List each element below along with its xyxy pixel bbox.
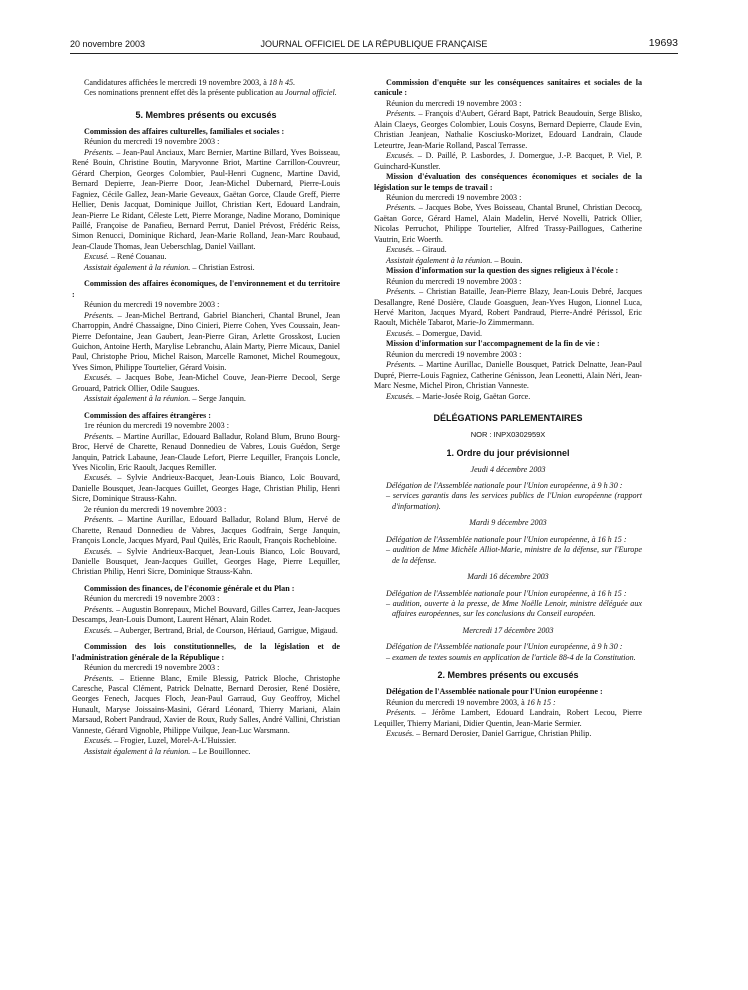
members-heading: 2. Membres présents ou excusés [437, 670, 579, 681]
delegation-title-union-europeenne: Délégation de l'Assemblée nationale pour l'Union européenne : [386, 687, 603, 697]
right-column [374, 78, 642, 740]
agenda-text: Délégation de l'Assemblée nationale pour l'Union européenne, à 9 h 30 : [386, 642, 623, 652]
agenda-date: Mardi 16 décembre 2003 [467, 572, 549, 582]
left-column [72, 78, 340, 757]
agenda-item: – examen de textes soumis en application de l'article 88-4 de la Constitution. [386, 652, 636, 662]
meeting-line: Réunion du mercredi 19 novembre 2003 : [386, 276, 522, 286]
mission-title-fin-de-vie: Mission d'information sur l'accompagnement de la fin de vie : [386, 339, 600, 349]
intro-nominations: Ces nominations prennent effet dès la présente publication au Journal officiel. [84, 88, 337, 98]
header-journal-title: JOURNAL OFFICIEL DE LA RÉPUBLIQUE FRANÇAISE [260, 39, 488, 49]
commission-title-etrangeres: Commission des affaires étrangères : [84, 410, 211, 420]
excused-list: Excusés. – Bernard Derosier, Daniel Garrigue, Christian Philip. [386, 729, 592, 739]
mission-title-signes-religieux: Mission d'information sur la question des signes religieux à l'école : [386, 266, 619, 276]
attended-list: Assistait également à la réunion. – Le Bouillonnec. [84, 746, 251, 756]
meeting-line: 1re réunion du mercredi 19 novembre 2003 : [84, 421, 229, 431]
excused-list: Excusés. – Auberger, Bertrand, Brial, de Courson, Hériaud, Garrigue, Migaud. [84, 625, 338, 635]
meeting-line: Réunion du mercredi 19 novembre 2003 : [84, 137, 220, 147]
commission-title-finances: Commission des finances, de l'économie générale et du Plan : [84, 583, 295, 593]
nor-reference: NOR : INPX0302959X [470, 430, 546, 440]
mission-title-temps-de-travail: Mission d'évaluation des conséquences économiques et sociales de la législation sur le temps de travail : [374, 172, 642, 192]
running-header [70, 33, 678, 47]
header-page-number: 19693 [648, 37, 678, 49]
agenda-item: – audition, ouverte à la presse, de Mme Noëlle Lenoir, ministre déléguée aux affaires européennes, sur les conclusions du Conseil européen. [386, 599, 642, 619]
ordre-du-jour-heading: 1. Ordre du jour prévisionnel [446, 447, 570, 458]
excused-list: Excusés. – Domergue, David. [386, 328, 483, 338]
intro-candidatures: Candidatures affichées le mercredi 19 novembre 2003, à 18 h 45. [84, 78, 296, 87]
meeting-line: Réunion du mercredi 19 novembre 2003 : [386, 98, 522, 108]
present-list: Présents. – Etienne Blanc, Emile Blessig, Patrick Bloche, Christophe Caresche, Pascal Clément, Patrick Delnatte, Bernard Derosier, René Dosière, Georges Fenech, Jacques Floch, Jean-Paul Garraud, Guy Geoffroy, Michel Hunault, Maryse Joissains-Masini, Gérard Léonard, Thierry Mariani, Alain Marsaud, Robert Pandraud, Xavier de Roux, Rudy Salles, André Vallini, Christian Vanneste, Gérard Vignoble, Philippe Vuilque, Jean-Luc Warsmann. [72, 673, 340, 735]
meeting-line: Réunion du mercredi 19 novembre 2003 : [84, 663, 220, 673]
meeting-line: Réunion du mercredi 19 novembre 2003 : [84, 300, 220, 310]
present-list: Présents. – Martine Aurillac, Edouard Balladur, Roland Blum, Bruno Bourg-Broc, Hervé de Charette, Renaud Donnedieu de Vabres, Louis Guédon, Serge Janquin, Patrick Labaune, Jean-Claude Lefort, Pierre Lequiller, François Loncle, Yves Nicolin, Eric Raoult, Jacques Remiller. [72, 431, 340, 472]
section-heading-5: 5. Membres présents ou excusés [135, 109, 277, 120]
excused-list: Excusés. – D. Paillé, P. Lasbordes, J. Domergue, J.-P. Bacquet, P. Viel, P. Guinchard-Kunstler. [374, 151, 642, 171]
header-date: 20 novembre 2003 [70, 39, 146, 49]
meeting-line: Réunion du mercredi 19 novembre 2003, à 16 h 15 : [386, 697, 556, 707]
excused-list: Excusés. – Sylvie Andrieux-Bacquet, Jean-Louis Bianco, Loïc Bouvard, Danielle Bousquet, Jean-Jacques Guillet, Georges Hage, Christian Philip, Henri Sicre, Dominique Strauss-Kahn. [72, 473, 340, 504]
meeting-line: 2e réunion du mercredi 19 novembre 2003 : [84, 504, 227, 514]
present-list: Présents. – Martine Aurillac, Danielle Bousquet, Patrick Delnatte, Jean-Paul Dupré, Pierre-Louis Fagniez, Catherine Génisson, Jean Leonetti, Alain Néri, Jean-Marc Nesme, Michel Piron, Christian Vanneste. [374, 360, 642, 391]
attended-list: Assistait également à la réunion. – Serge Janquin. [84, 394, 246, 404]
excused-list: Excusés. – Frogier, Luzel, Morel-A-L'Huissier. [84, 736, 237, 746]
present-list: Présents. – Jacques Bobe, Yves Boisseau, Chantal Brunel, Christian Decocq, Gaëtan Gorce, Gérard Hamel, Alain Madelin, Hervé Novelli, Patrick Ollier, Nicolas Perruchot, Philippe Tourtelier, Alfred Trassy-Paillogues, Catherine Vautrin, Eric Woerth. [374, 203, 642, 244]
present-list: Présents. – François d'Aubert, Gérard Bapt, Patrick Beaudouin, Serge Blisko, Alain Claeys, Georges Colombier, Louis Cosyns, Bernard Depierre, Claude Evin, Christian Jeanjean, Nathalie Kosciusko-Morizet, Edouard Landrain, Claude Leteurtre, Jean-Marie Rolland, Pascal Terrasse. [374, 109, 642, 150]
agenda-item: – audition de Mme Michèle Alliot-Marie, ministre de la défense, sur l'Europe de la défense. [386, 545, 642, 565]
present-list: Présents. – Jean-Michel Bertrand, Gabriel Biancheri, Chantal Brunel, Jean Charroppin, André Chassaigne, Dino Cinieri, Pierre Cohen, Yves Coussain, Jean-Pierre Defontaine, Jean Gaubert, Jean-Pierre Giran, Arlette Grosskost, Lucien Guichon, Antoine Herth, Marylise Lebranchu, Alain Marty, Pierre Micaux, Daniel Paul, Christophe Priou, Michel Raison, Marcelle Ramonet, Michel Roumegoux, Yves Simon, Philippe Tourtelier, Gérard Voisin. [72, 310, 340, 372]
excused-list: Excusé. – René Couanau. [84, 252, 167, 262]
delegations-heading: DÉLÉGATIONS PARLEMENTAIRES [433, 413, 583, 424]
agenda-text: Délégation de l'Assemblée nationale pour l'Union européenne, à 16 h 15 : [386, 534, 627, 544]
agenda-text: Délégation de l'Assemblée nationale pour l'Union européenne, à 9 h 30 : [386, 480, 623, 490]
excused-list: Excusés. – Sylvie Andrieux-Bacquet, Jean-Louis Bianco, Loïc Bouvard, Danielle Bousquet, Jean-Jacques Guillet, Georges Hage, Pierre Lequiller, Christian Philip, Henri Sicre, Dominique Strauss-Kahn. [72, 546, 340, 577]
meeting-line: Réunion du mercredi 19 novembre 2003 : [84, 594, 220, 604]
agenda-date: Jeudi 4 décembre 2003 [470, 464, 546, 474]
present-list: Présents. – Christian Bataille, Jean-Pierre Blazy, Jean-Louis Debré, Jacques Desallangre, René Dosière, Claude Goasguen, Jean-Yves Hugon, Lionnel Luca, Hervé Mariton, Jacques Myard, Robert Pandraud, Pierre-André Périssol, Eric Raoult, Michèle Tabarot, Marie-Jo Zimmermann. [374, 287, 642, 328]
commission-title-canicule: Commission d'enquête sur les conséquences sanitaires et sociales de la canicule : [374, 78, 642, 98]
commission-title-culturelles: Commission des affaires culturelles, familiales et sociales : [84, 126, 285, 136]
present-list: Présents. – Martine Aurillac, Edouard Balladur, Roland Blum, Hervé de Charette, Renaud Donnedieu de Vabres, Jacques Godfrain, Serge Janquin, François Loncle, Jacques Myard, Paul Quilès, Eric Raoult, François Rochebloine. [72, 515, 340, 546]
excused-list: Excusés. – Marie-Josée Roig, Gaëtan Gorce. [386, 391, 531, 401]
meeting-line: Réunion du mercredi 19 novembre 2003 : [386, 349, 522, 359]
excused-list: Excusés. – Giraud. [386, 245, 447, 255]
present-list: Présents. – Jean-Paul Anciaux, Marc Bernier, Martine Billard, Yves Boisseau, René Bouin, Christine Boutin, Maryvonne Briot, Martine Carrillon-Couvreur, Gérard Cherpion, Georges Colombier, Paul-Henri Cugnenc, Martine David, Bernard Depierre, Jean-Pierre Door, Jean-Michel Dubernard, Pierre-Louis Fagniez, Cécile Gallez, Jean-Marie Geveaux, Gaëtan Gorce, Claude Greff, Pierre Hellier, Denis Jacquat, Dominique Juillot, Christian Kert, Edouard Landrain, Jean-Pierre Le Ridant, Céleste Lett, Pierre Morange, Nadine Morano, Dominique Paillé, Françoise de Panafieu, Bernard Perrut, Daniel Prévost, Frédéric Reiss, Simon Renucci, Dominique Richard, Jean-Marie Rolland, Jean-Marc Roubaud, Jean-Claude Thomas, Jean Ueberschlag, Daniel Vaillant. [72, 147, 340, 251]
meeting-line: Réunion du mercredi 19 novembre 2003 : [386, 192, 522, 202]
header-rule [70, 53, 678, 54]
agenda-date: Mardi 9 décembre 2003 [469, 518, 547, 528]
agenda-text: Délégation de l'Assemblée nationale pour l'Union européenne, à 16 h 15 : [386, 588, 627, 598]
commission-title-economiques: Commission des affaires économiques, de l'environnement et du territoire : [72, 279, 340, 299]
attended-list: Assistait également à la réunion. – Bouin. [386, 255, 523, 265]
commission-title-lois: Commission des lois constitutionnelles, de la législation et de l'administration générale de la République : [72, 642, 340, 662]
agenda-item: – services garantis dans les services publics de l'Union européenne (rapport d'information). [386, 491, 642, 511]
present-list: Présents. – Jérôme Lambert, Edouard Landrain, Robert Lecou, Pierre Lequiller, Thierry Mariani, Didier Quentin, Jean-Marie Sermier. [374, 708, 642, 728]
excused-list: Excusés. – Jacques Bobe, Jean-Michel Couve, Jean-Pierre Decool, Serge Grouard, Patrick Ollier, Odile Saugues. [72, 373, 340, 393]
attended-list: Assistait également à la réunion. – Christian Estrosi. [84, 262, 255, 272]
agenda-date: Mercredi 17 décembre 2003 [462, 625, 554, 635]
present-list: Présents. – Augustin Bonrepaux, Michel Bouvard, Gilles Carrez, Jean-Jacques Descamps, Jean-Louis Dumont, Laurent Hénart, Alain Rodet. [72, 604, 340, 625]
